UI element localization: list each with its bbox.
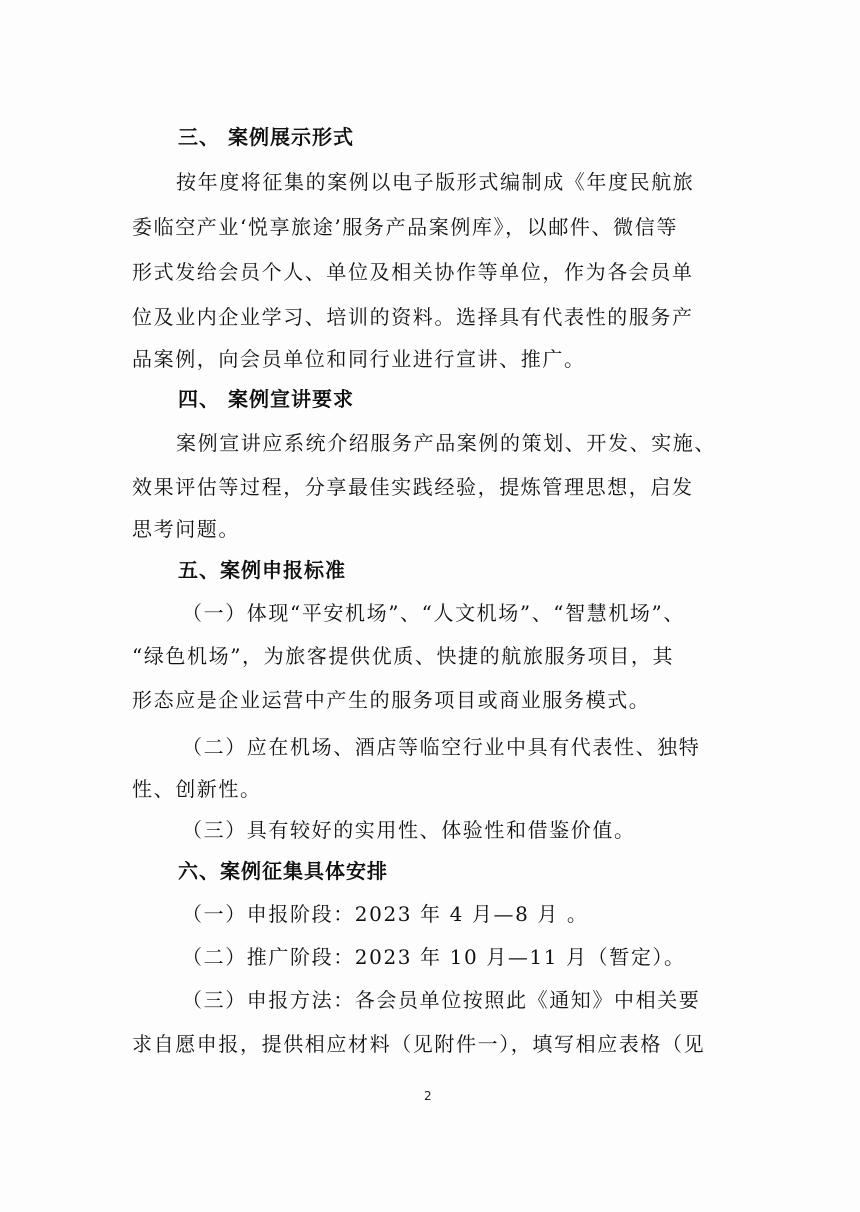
- section-6-item-3-line-1: （三）申报方法：各会员单位按照此《通知》中相关要: [182, 988, 701, 1012]
- section-5-item-1-line-3: 形态应是企业运营中产生的服务项目或商业服务模式。: [132, 688, 651, 712]
- section-4-line-3: 思考问题。: [132, 517, 240, 541]
- section-5-item-2-line-2: 性、创新性。: [132, 777, 262, 801]
- section-3-line-1: 按年度将征集的案例以电子版形式编制成《年度民航旅: [176, 170, 695, 194]
- section-6-item-1: （一）申报阶段：2023 年 4 月—8 月 。: [182, 902, 589, 926]
- section-4-line-1: 案例宣讲应系统介绍服务产品案例的策划、开发、实施、: [176, 431, 716, 455]
- section-6-item-3-line-2: 求自愿申报，提供相应材料（见附件一），填写相应表格（见: [132, 1032, 706, 1056]
- section-6-item-2: （二）推广阶段：2023 年 10 月—11 月（暂定）。: [182, 945, 686, 969]
- section-3-line-3: 形式发给会员个人、单位及相关协作等单位，作为各会员单: [132, 260, 694, 284]
- section-5-item-3: （三）具有较好的实用性、体验性和借鉴价值。: [182, 818, 636, 842]
- section-5-heading: 五、案例申报标准: [178, 558, 346, 582]
- section-5-item-2-line-1: （二）应在机场、酒店等临空行业中具有代表性、独特: [182, 735, 701, 759]
- section-3-line-5: 品案例，向会员单位和同行业进行宣讲、推广。: [132, 347, 586, 371]
- section-6-heading: 六、案例征集具体安排: [178, 859, 388, 883]
- page-number: 2: [424, 1089, 432, 1103]
- section-3-line-2: 委临空产业‘悦享旅途’服务产品案例库》，以邮件、微信等: [132, 215, 678, 239]
- section-5-item-1-line-1: （一）体现“平安机场”、“人文机场”、“智慧机场”、: [182, 601, 685, 625]
- section-3-line-4: 位及业内企业学习、培训的资料。选择具有代表性的服务产: [132, 305, 694, 329]
- section-5-item-1-line-2: “绿色机场”，为旅客提供优质、快捷的航旅服务项目，其: [132, 644, 675, 668]
- section-4-heading: 四、 案例宣讲要求: [178, 387, 354, 411]
- section-4-line-2: 效果评估等过程，分享最佳实践经验，提炼管理思想，启发: [132, 475, 694, 499]
- section-3-heading: 三、 案例展示形式: [178, 125, 354, 149]
